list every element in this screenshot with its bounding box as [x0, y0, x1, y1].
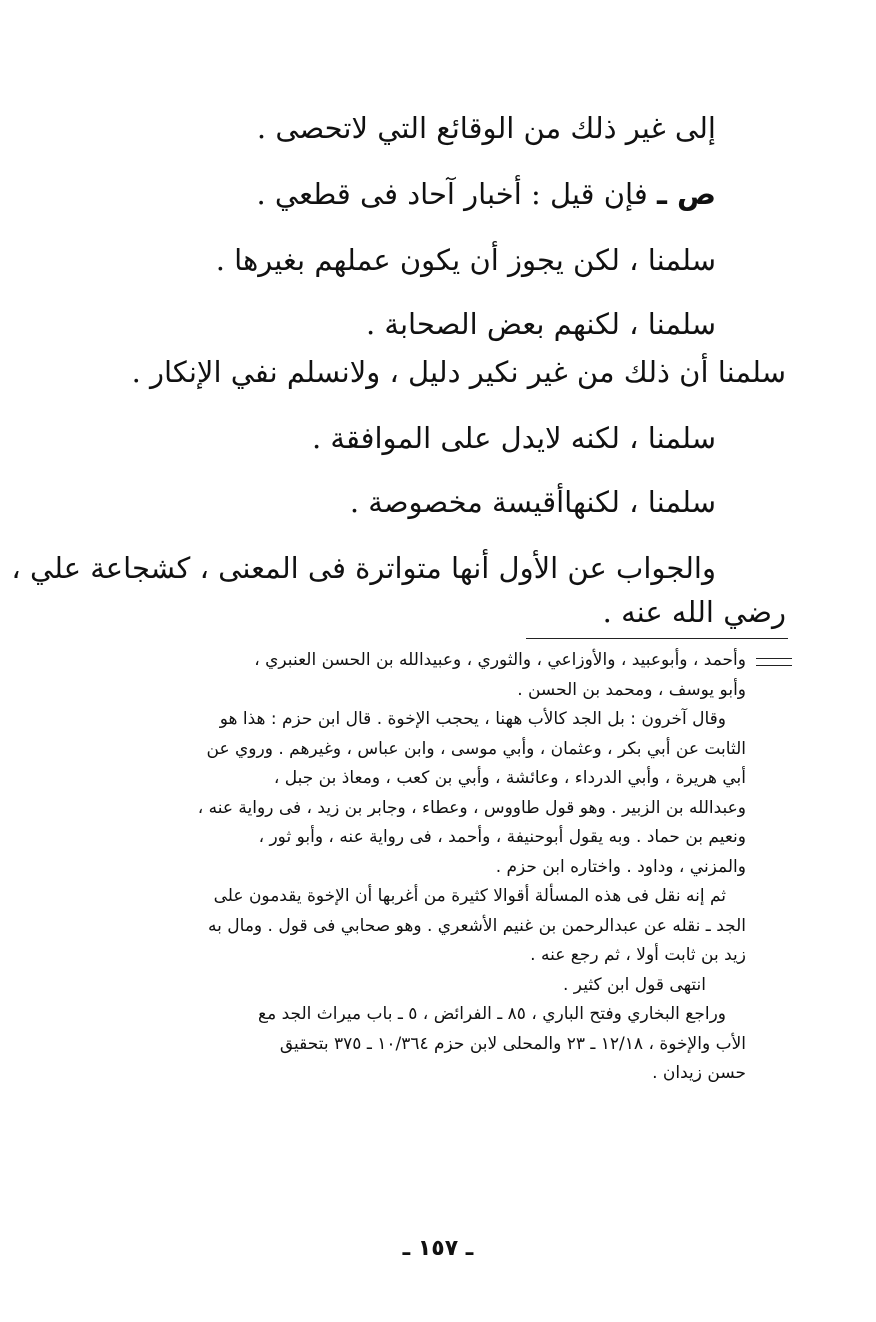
footnote-continuation-mark [756, 658, 792, 666]
footnote-line: وقال آخرون : بل الجد كالأب ههنا ، يحجب الإخوة . قال ابن حزم : هذا هو [219, 709, 726, 729]
footnotes [126, 646, 746, 1089]
footnote-line: الأب والإخوة ، ١٢/١٨ ـ ٢٣ والمحلى لابن حزم ١٠/٣٦٤ ـ ٣٧٥ بتحقيق [279, 1033, 746, 1054]
main-text-line: سلمنا ، لكنهاأقيسة مخصوصة . [349, 485, 716, 519]
main-text-line: سلمنا ، لكن يجوز أن يكون عملهم بغيرها . [215, 243, 716, 277]
footnote-separator [526, 638, 788, 639]
main-text-line: سلمنا ، لكنه لايدل على الموافقة . [311, 421, 716, 455]
main-text-line: رضي الله عنه . [602, 595, 786, 629]
footnote-line: الجد ـ نقله عن عبدالرحمن بن غنيم الأشعري . وهو صحابي فى قول . ومال به [208, 915, 746, 936]
main-text-line: سلمنا أن ذلك من غير نكير دليل ، ولانسلم نفي الإنكار . [131, 355, 786, 389]
footnote-line: أبي هريرة ، وأبي الدرداء ، وعائشة ، وأبي بن كعب ، ومعاذ بن جبل ، [273, 768, 746, 788]
footnote-line: والمزني ، وداود . واختاره ابن حزم . [495, 856, 746, 877]
footnote-line: ثم إنه نقل فى هذه المسألة أقوالا كثيرة من أغربها أن الإخوة يقدمون على [213, 886, 726, 906]
footnote-line: انتهى قول ابن كثير . [563, 974, 706, 995]
main-text-line: سلمنا ، لكنهم بعض الصحابة . [366, 307, 716, 341]
footnote-line: وأبو يوسف ، ومحمد بن الحسن . [517, 679, 746, 700]
main-text-line: والجواب عن الأول أنها متواترة فى المعنى ، كشجاعة علي ، [11, 551, 716, 585]
footnote-line: وعبدالله بن الزبير . وهو قول طاووس ، وعطاء ، وجابر بن زيد ، فى رواية عنه ، [197, 797, 746, 818]
main-text-segment: فإن قيل : أخبار آحاد فى قطعي . [256, 177, 657, 211]
main-text-line: إلى غير ذلك من الوقائع التي لاتحصى . [256, 111, 716, 145]
footnote-line: وأحمد ، وأبوعبيد ، والأوزاعي ، والثوري ، وعبيدالله بن الحسن العنبري ، [254, 650, 746, 670]
section-marker: ص ـ [656, 177, 716, 211]
footnote-line: وراجع البخاري وفتح الباري ، ٨٥ ـ الفرائض ، ٥ ـ باب ميراث الجد مع [258, 1004, 726, 1024]
footnote-line: حسن زيدان . [652, 1063, 746, 1083]
footnote-line: الثابت عن أبي بكر ، وعثمان ، وأبي موسى ، وابن عباس ، وغيرهم . وروي عن [206, 738, 746, 759]
page-number: ـ ١٥٧ ـ [402, 1236, 474, 1261]
main-text-line [116, 174, 716, 214]
footnote-line: ونعيم بن حماد . وبه يقول أبوحنيفة ، وأحمد ، فى رواية عنه ، وأبو ثور ، [258, 827, 746, 847]
footnote-line: زيد بن ثابت أولا ، ثم رجع عنه . [530, 945, 746, 965]
